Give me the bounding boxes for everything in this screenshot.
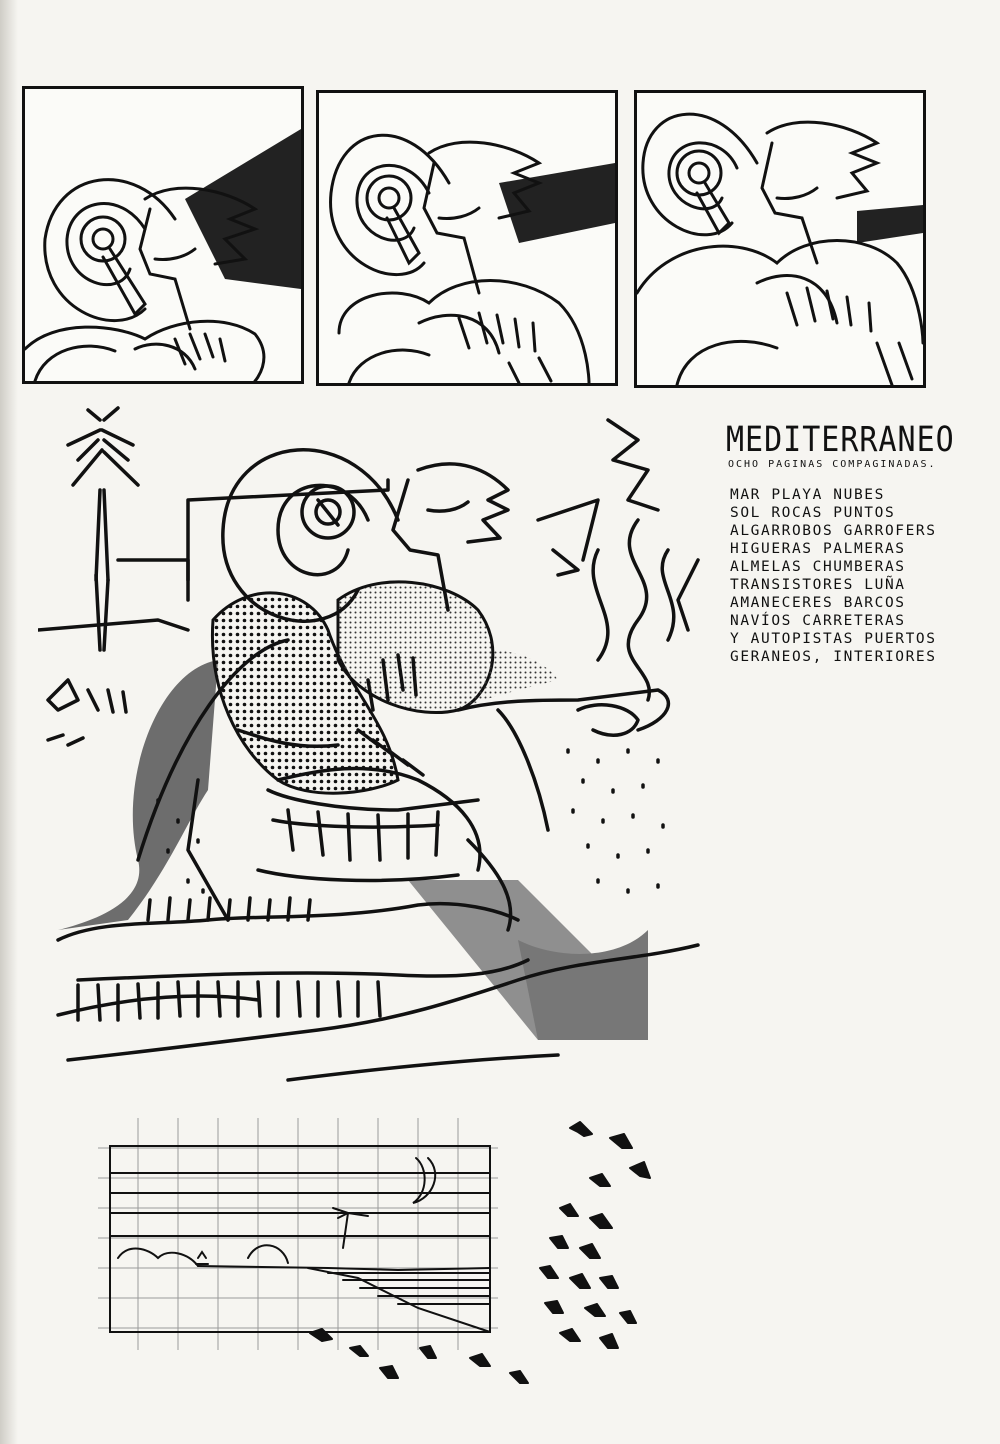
scattered-ink-marks-drawing	[290, 1108, 690, 1444]
notes-subtitle: OCHO PAGINAS COMPAGINADAS.	[728, 459, 937, 470]
main-illustration	[38, 400, 708, 1100]
main-illustration-drawing	[38, 400, 708, 1100]
notes-line: HIGUERAS PALMERAS	[730, 541, 906, 557]
notes-line: GERANEOS, INTERIORES	[730, 649, 937, 665]
notes-line: ALGARROBOS GARROFERS	[730, 523, 937, 539]
notes-line: NAVÍOS CARRETERAS	[730, 613, 906, 629]
notes-line: SOL ROCAS PUNTOS	[730, 505, 896, 521]
handwritten-notes	[722, 420, 992, 666]
panel-1-drawing	[25, 89, 301, 381]
notes-line: AMANECERES BARCOS	[730, 595, 906, 611]
notes-line: MAR PLAYA NUBES	[730, 487, 885, 503]
comic-panel-3	[634, 90, 926, 388]
notes-line: TRANSISTORES LUÑA	[730, 577, 906, 593]
comic-panel-1	[22, 86, 304, 384]
notes-title: MEDITERRANEO	[726, 420, 955, 461]
page-spine-shadow	[0, 0, 18, 1444]
comic-panel-2	[316, 90, 618, 386]
notes-line: Y AUTOPISTAS PUERTOS	[730, 631, 937, 647]
notes-line: ALMELAS CHUMBERAS	[730, 559, 906, 575]
scattered-ink-marks	[290, 1108, 690, 1444]
panel-3-drawing	[637, 93, 923, 385]
panel-2-drawing	[319, 93, 615, 383]
